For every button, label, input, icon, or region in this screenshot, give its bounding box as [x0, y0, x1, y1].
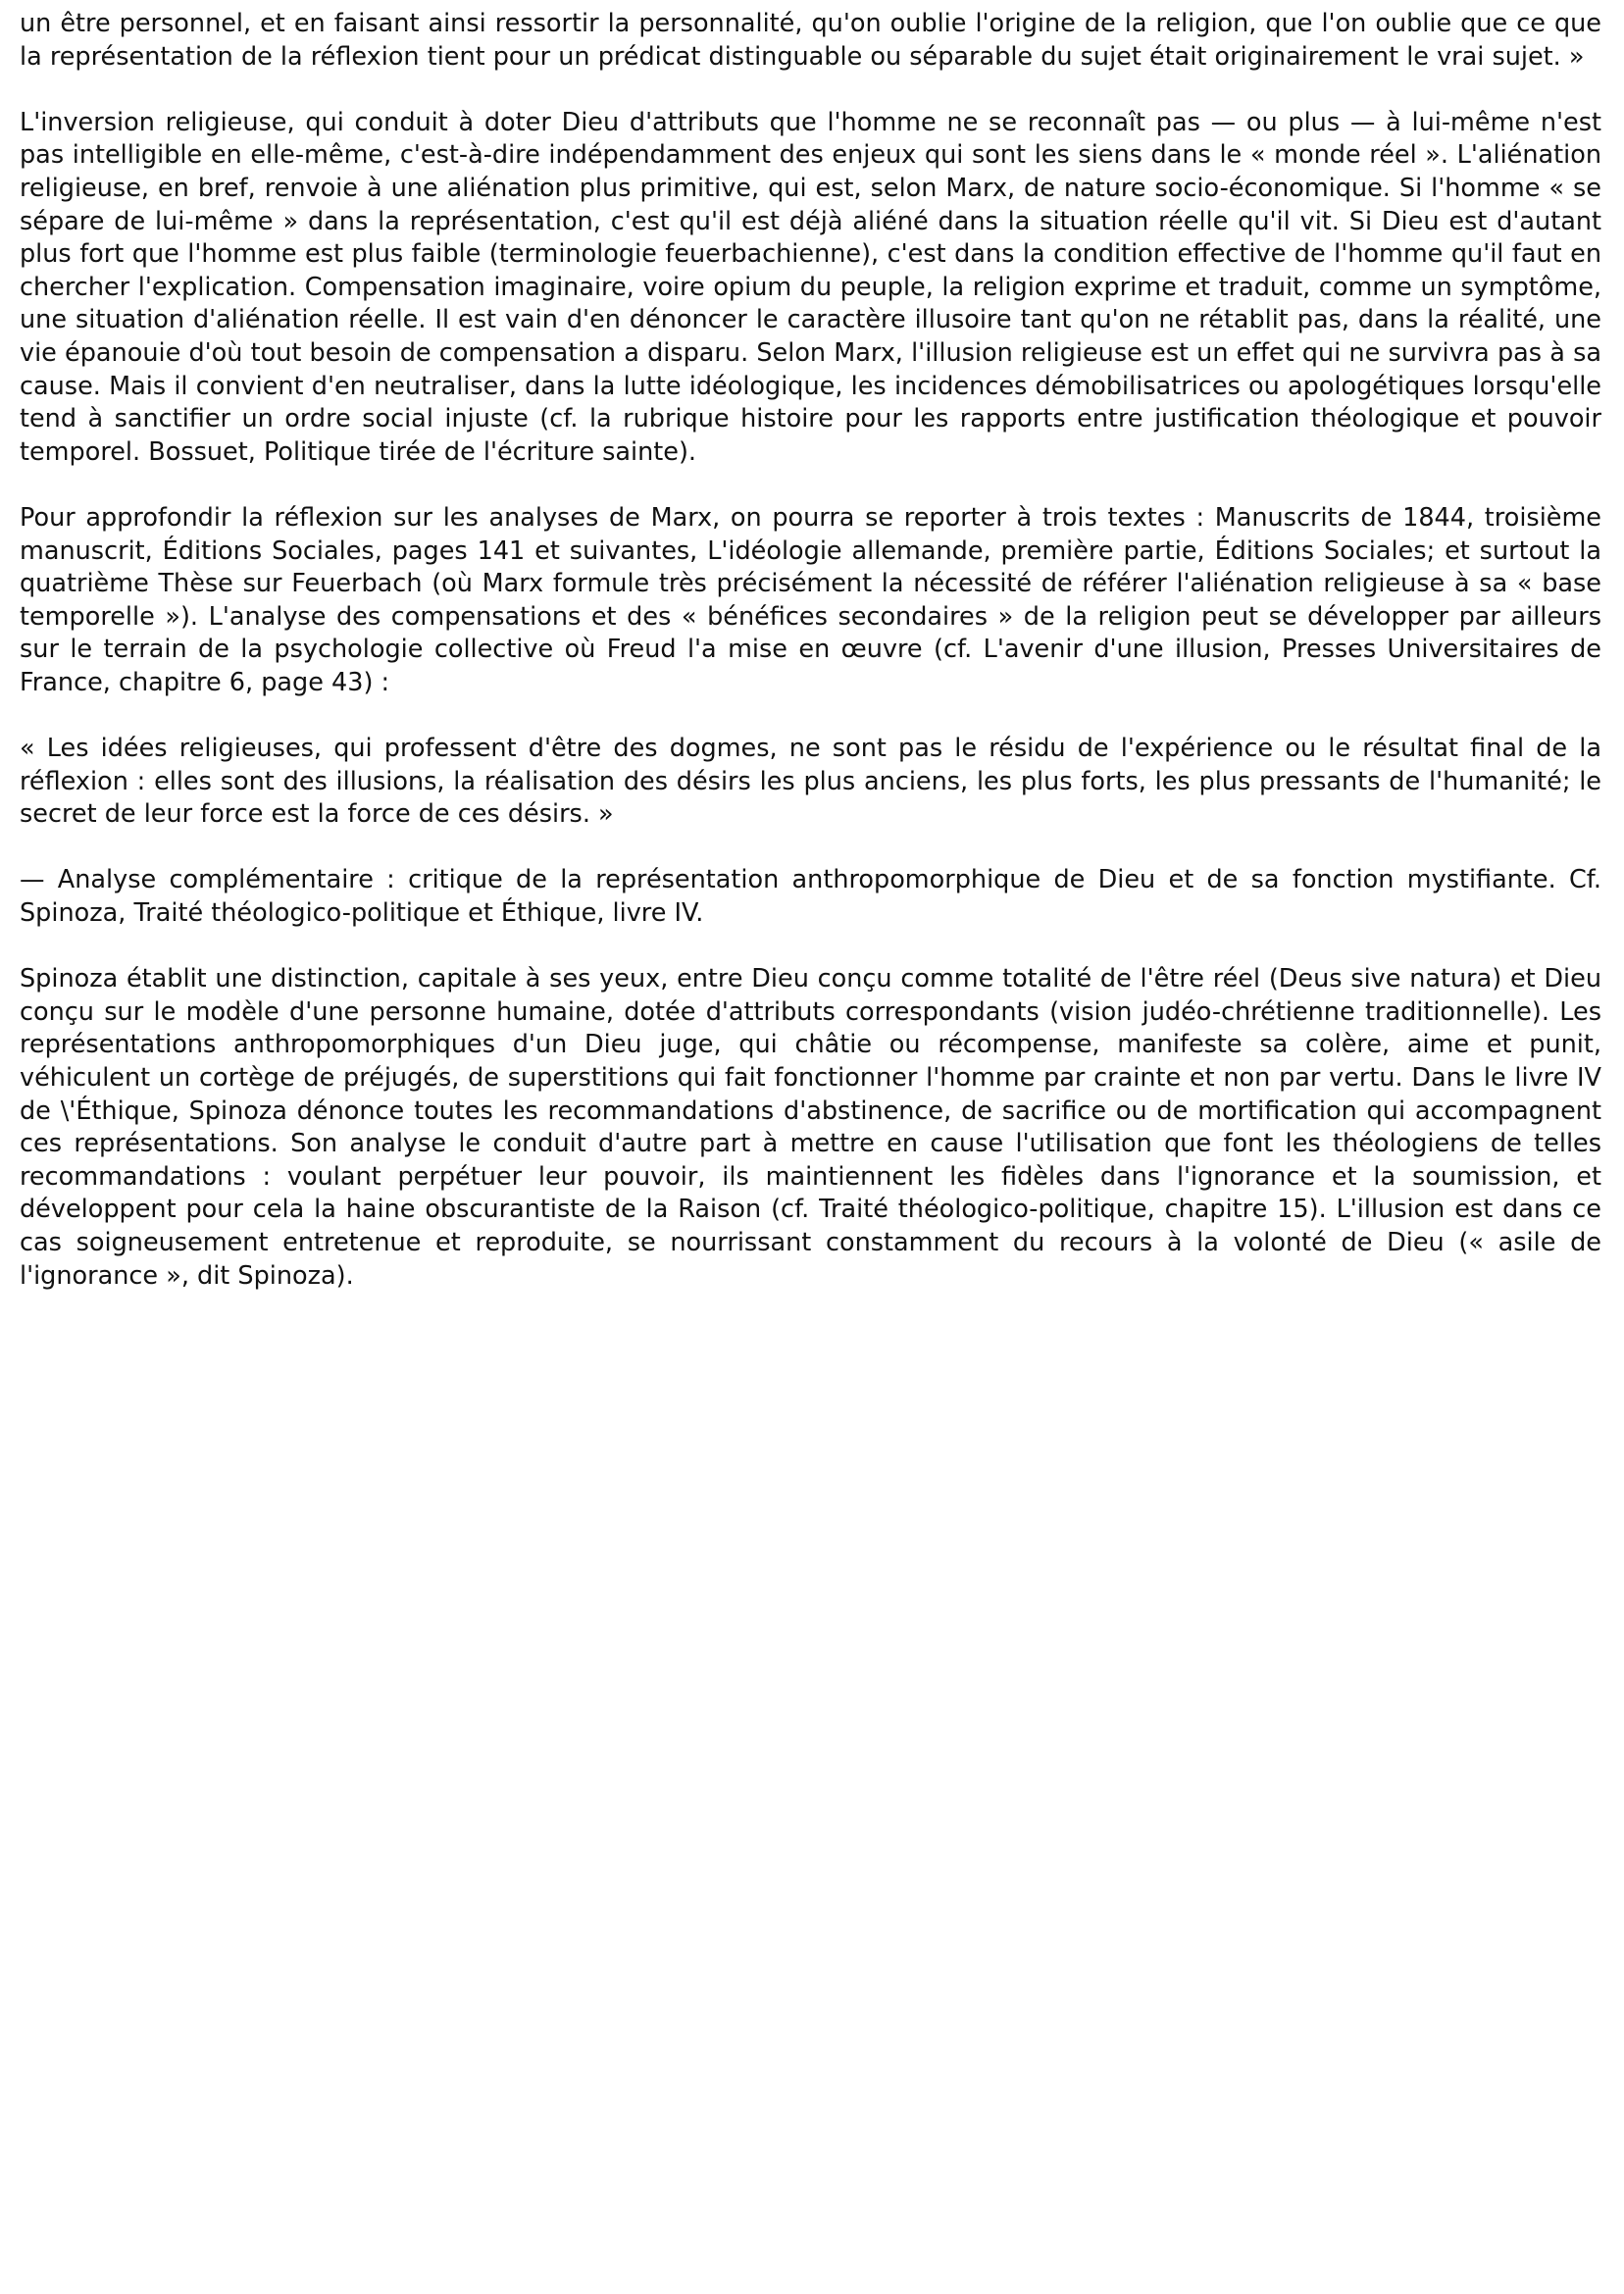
paragraph-spinoza: Spinoza établit une distinction, capitale à ses yeux, entre Dieu conçu comme totalité de l'être réel (Deus sive natura) et Dieu conçu sur le modèle d'une personne humaine, dotée d'attributs correspondants (vision judéo-chrétienne traditionnelle). Les représentations anthropomorphiques d'un Dieu juge, qui châtie ou récompense, manifeste sa colère, aime et punit, véhiculent un cortège de préjugés, de superstitions qui fait fonctionner l'homme par crainte et non par vertu. Dans le livre IV de \'Éthique, Spinoza dénonce toutes les recommandations d'abstinence, de sacrifice ou de mortification qui accompagnent ces représentations. Son analyse le conduit d'autre part à mettre en cause l'utilisation que font les théologiens de telles recommandations : voulant perpétuer leur pouvoir, ils maintiennent les fidèles dans l'ignorance et la soumission, et développent pour cela la haine obscurantiste de la Raison (cf. Traité théologico-politique, chapitre 15). L'illusion est dans ce cas soigneusement entretenue et reproduite, se nourrissant constamment du recours à la volonté de Dieu (« asile de l'ignorance », dit Spinoza). [20, 964, 1601, 1291]
paragraph-complementary-analysis: — Analyse complémentaire : critique de la représentation anthropomorphique de Dieu et de sa fonction mystifiante. Cf. Spinoza, Traité théologico-politique et Éthique, livre IV. [20, 865, 1601, 929]
paragraph-feuerbach-quote-end: un être personnel, et en faisant ainsi ressortir la personnalité, qu'on oublie l'origine de la religion, que l'on oublie que ce que la représentation de la réflexion tient pour un prédicat distinguable ou séparable du sujet était originairement le vrai sujet. » [20, 9, 1601, 72]
paragraph-freud-quote: « Les idées religieuses, qui professent d'être des dogmes, ne sont pas le résidu de l'expérience ou le résultat final de la réflexion : elles sont des illusions, la réalisation des désirs les plus anciens, les plus forts, les plus pressants de l'humanité; le secret de leur force est la force de ces désirs. » [20, 734, 1601, 830]
paragraph-religious-inversion: L'inversion religieuse, qui conduit à doter Dieu d'attributs que l'homme ne se reconnaît pas — ou plus — à lui-même n'est pas intelligible en elle-même, c'est-à-dire indépendamment des enjeux qui sont les siens dans le « monde réel ». L'aliénation religieuse, en bref, renvoie à une aliénation plus primitive, qui est, selon Marx, de nature socio-économique. Si l'homme « se sépare de lui-même » dans la représentation, c'est qu'il est déjà aliéné dans la situation réelle qu'il vit. Si Dieu est d'autant plus fort que l'homme est plus faible (terminologie feuerbachienne), c'est dans la condition effective de l'homme qu'il faut en chercher l'explication. Compensation imaginaire, voire opium du peuple, la religion exprime et traduit, comme un symptôme, une situation d'aliénation réelle. Il est vain d'en dénoncer le caractère illusoire tant qu'on ne rétablit pas, dans la réalité, une vie épanouie d'où tout besoin de compensation a disparu. Selon Marx, l'illusion religieuse est un effet qui ne survivra pas à sa cause. Mais il convient d'en neutraliser, dans la lutte idéologique, les incidences démobilisatrices ou apologétiques lorsqu'elle tend à sanctifier un ordre social injuste (cf. la rubrique histoire pour les rapports entre justification théologique et pouvoir temporel. Bossuet, Politique tirée de l'écriture sainte). [20, 107, 1601, 467]
paragraph-marx-references: Pour approfondir la réflexion sur les analyses de Marx, on pourra se reporter à trois textes : Manuscrits de 1844, troisième manuscrit, Éditions Sociales, pages 141 et suivantes, L'idéologie allemande, première partie, Éditions Sociales; et surtout la quatrième Thèse sur Feuerbach (où Marx formule très précisément la nécessité de référer l'aliénation religieuse à sa « base temporelle »). L'analyse des compensations et des « bénéfices secondaires » de la religion peut se développer par ailleurs sur le terrain de la psychologie collective où Freud l'a mise en œuvre (cf. L'avenir d'une illusion, Presses Universitaires de France, chapitre 6, page 43) : [20, 502, 1601, 697]
document-body [20, 8, 1601, 1293]
